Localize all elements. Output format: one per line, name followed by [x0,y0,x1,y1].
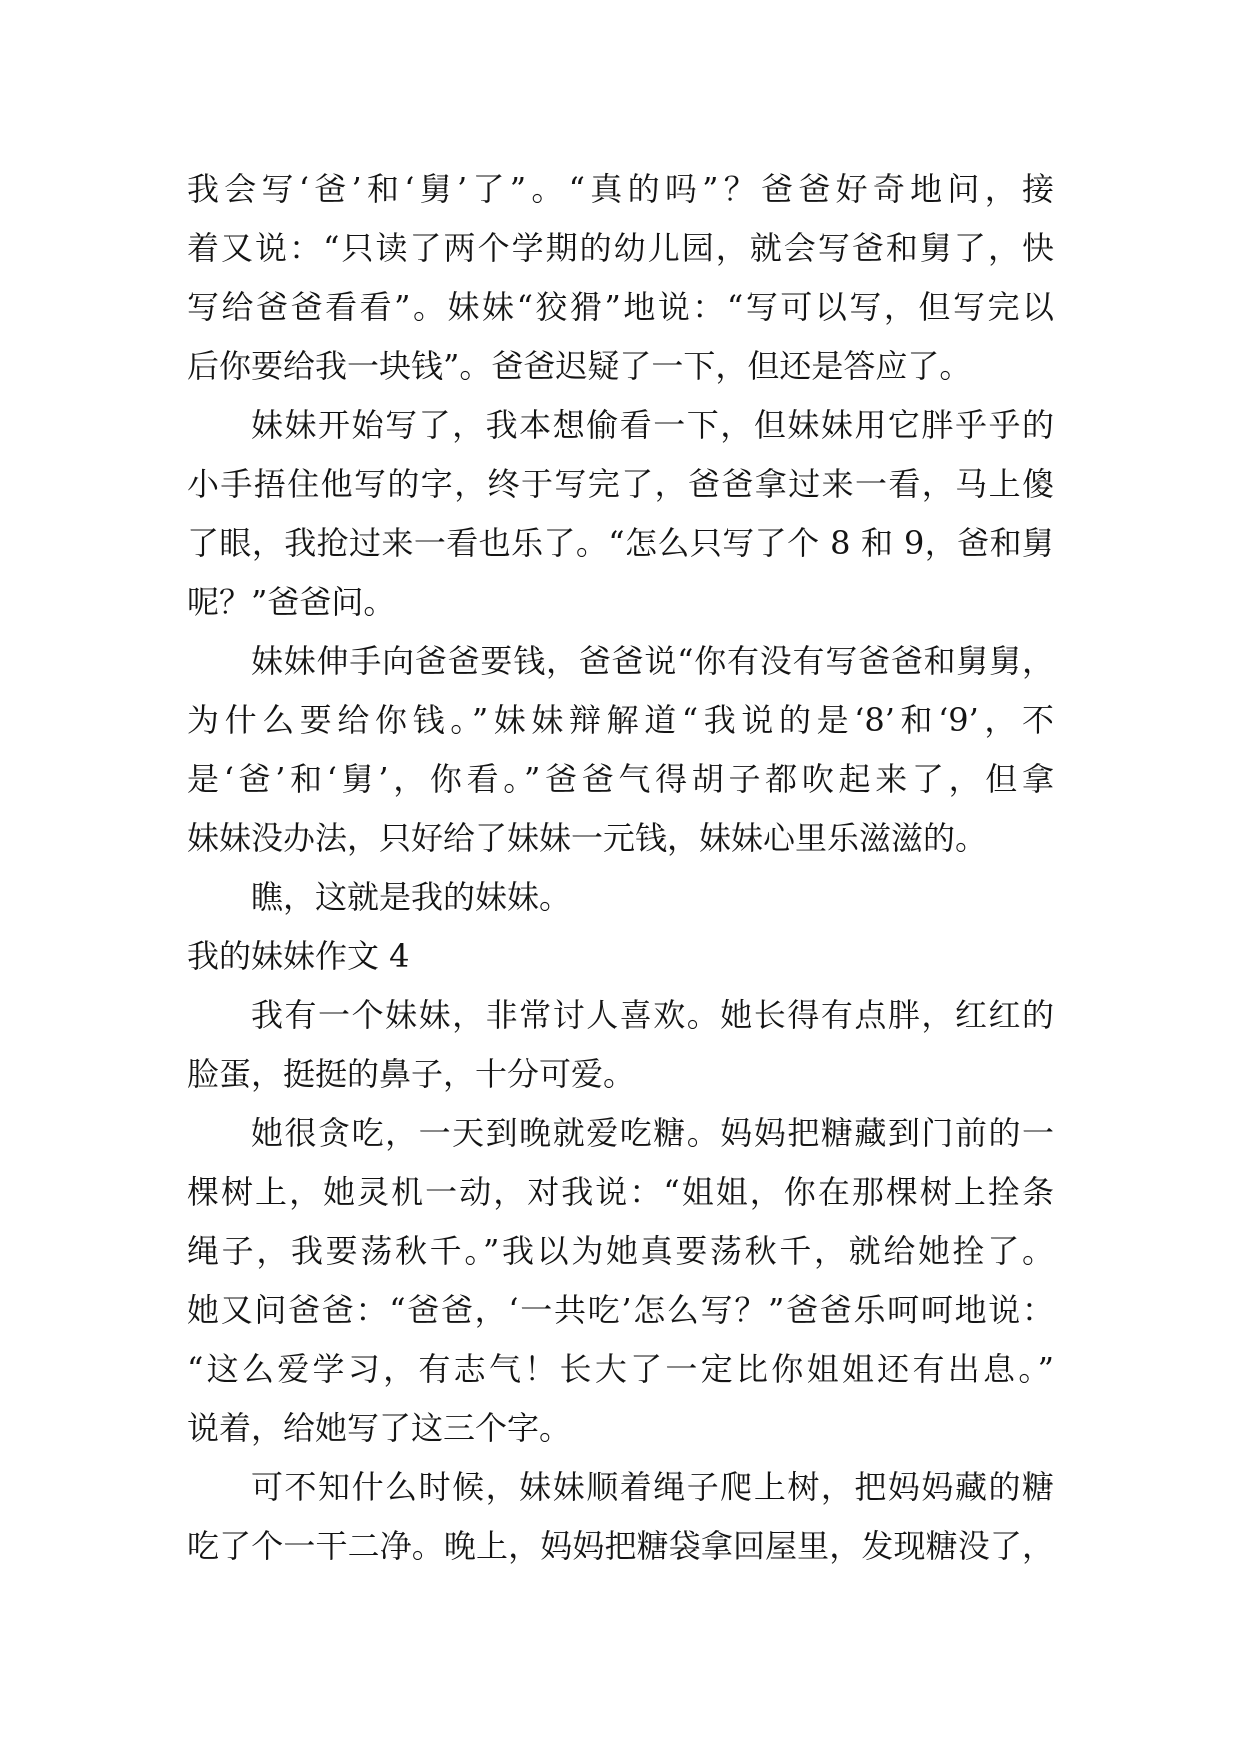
text-line: 妹妹伸手向爸爸要钱，爸爸说“你有没有写爸爸和舅舅， [251,642,1054,680]
paragraph [187,160,1054,396]
text-line: 她又问爸爸：“爸爸，‘一共吃’怎么写？”爸爸乐呵呵地说： [187,1291,1054,1329]
text-line: 她很贪吃，一天到晚就爱吃糖。妈妈把糖藏到门前的一 [251,1114,1054,1152]
text-line: 瞧，这就是我的妹妹。 [251,878,572,916]
text-line: 写给爸爸看看”。妹妹“狡猾”地说：“写可以写，但写完以 [187,288,1054,326]
text-line: 吃了个一干二净。晚上，妈妈把糖袋拿回屋里，发现糖没了， [187,1527,1054,1565]
text-line: 脸蛋，挺挺的鼻子，十分可爱。 [187,1055,636,1093]
text-line: 绳子，我要荡秋千。”我以为她真要荡秋千，就给她拴了。 [187,1232,1054,1270]
text-line: 呢？”爸爸问。 [187,583,396,621]
text-line: 小手捂住他写的字，终于写完了，爸爸拿过来一看，马上傻 [187,465,1054,503]
document-page [187,160,1054,1576]
text-line: “这么爱学习，有志气！长大了一定比你姐姐还有出息。” [187,1350,1054,1388]
text-line: 是‘爸’和‘舅’，你看。”爸爸气得胡子都吹起来了，但拿 [187,760,1054,798]
paragraph [187,396,1054,632]
text-line: 后你要给我一块钱”。爸爸迟疑了一下，但还是答应了。 [187,347,972,385]
text-line: 可不知什么时候，妹妹顺着绳子爬上树，把妈妈藏的糖 [251,1468,1054,1506]
paragraph [187,986,1054,1104]
paragraph [187,1104,1054,1458]
text-line: 我会写‘爸’和‘舅’了”。“真的吗”？爸爸好奇地问，接 [187,170,1054,208]
paragraph [187,868,1054,927]
text-line: 妹妹开始写了，我本想偷看一下，但妹妹用它胖乎乎的 [251,406,1054,444]
text-line: 说着，给她写了这三个字。 [187,1409,572,1447]
text-line: 为什么要给你钱。”妹妹辩解道“我说的是‘8’和‘9’，不 [187,701,1054,739]
text-line: 了眼，我抢过来一看也乐了。“怎么只写了个 8 和 9，爸和舅 [187,524,1054,562]
text-line: 妹妹没办法，只好给了妹妹一元钱，妹妹心里乐滋滋的。 [187,819,988,857]
paragraph [187,632,1054,868]
paragraph [187,1458,1054,1576]
section-heading: 我的妹妹作文 4 [187,937,410,975]
text-line: 棵树上，她灵机一动，对我说：“姐姐，你在那棵树上拴条 [187,1173,1054,1211]
text-line: 我有一个妹妹，非常讨人喜欢。她长得有点胖，红红的 [251,996,1054,1034]
text-line: 着又说：“只读了两个学期的幼儿园，就会写爸和舅了，快 [187,229,1054,267]
